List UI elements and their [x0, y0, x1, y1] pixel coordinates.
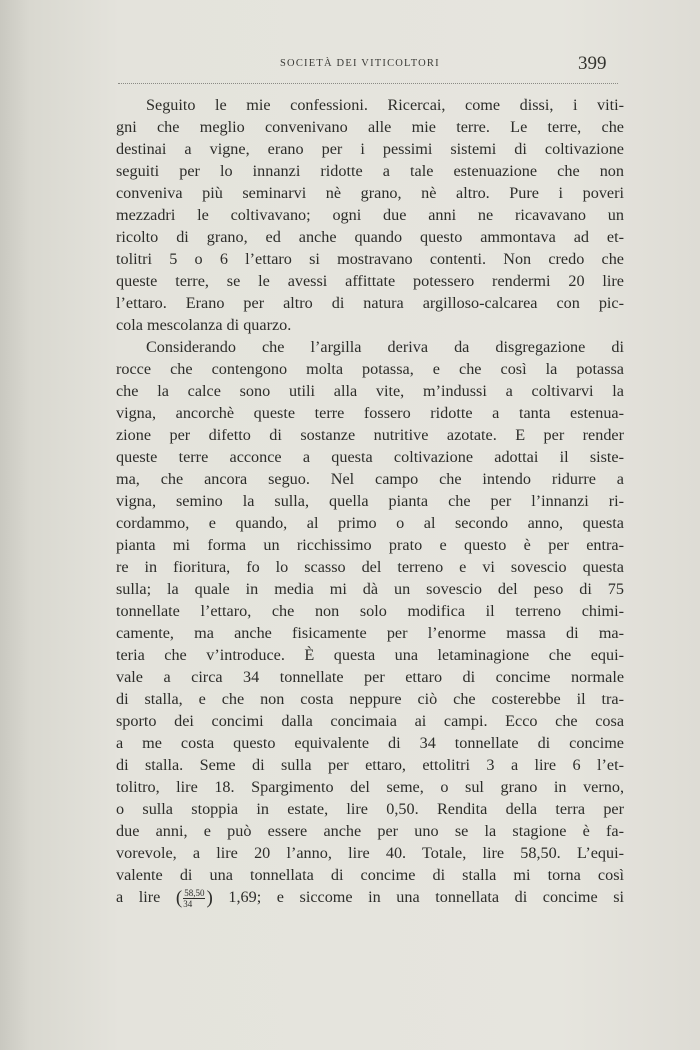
text-line: pianta mi forma un ricchissimo prato e questo è per entra- — [116, 536, 624, 554]
text-line: queste terre acconce a questa coltivazione adottai il siste- — [116, 448, 624, 466]
paragraph-1 — [116, 94, 624, 336]
text-line: destinai a vigne, erano per i pessimi sistemi di coltivazione — [116, 140, 624, 158]
text-line: due anni, e può essere anche per uno se la stagione è fa- — [116, 822, 624, 840]
text-line: Seguito le mie confessioni. Ricercai, come dissi, i viti- — [146, 96, 624, 114]
text-line: vigna, ancorchè queste terre fossero ridotte a tanta estenua- — [116, 404, 624, 422]
text-line: mezzadri le coltivavano; ogni due anni ne ricavavano un — [116, 206, 624, 224]
text-line: cola mescolanza di quarzo. — [116, 316, 292, 334]
text-line: vigna, semino la sulla, quella pianta che per l’innanzi ri- — [116, 492, 624, 510]
text-line: sporto dei concimi dalla concimaia ai campi. Ecco che cosa — [116, 712, 624, 730]
text-line: che la calce sono utili alla vite, m’indussi a coltivarvi la — [116, 382, 624, 400]
text-line: vorevole, a lire 20 l’anno, lire 40. Totale, lire 58,50. L’equi- — [116, 844, 624, 862]
text-line: tolitro, lire 18. Spargimento del seme, o sul grano in verno, — [116, 778, 624, 796]
text-line: vale a circa 34 tonnellate per ettaro di concime normale — [116, 668, 624, 686]
text-line: a me costa questo equivalente di 34 tonnellate di concime — [116, 734, 624, 752]
text-line: gni che meglio convenivano alle mie terre. Le terre, che — [116, 118, 624, 136]
text-line: zione per difetto di sostanze nutritive azotate. E per render — [116, 426, 624, 444]
text-line: l’ettaro. Erano per altro di natura argilloso-calcarea con pic- — [116, 294, 624, 312]
text-line: sulla; la quale in media mi dà un sovescio del peso di 75 — [116, 580, 624, 598]
text-line: tolitri 5 o 6 l’ettaro si mostravano contenti. Non credo che — [116, 250, 624, 268]
right-parenthesis: ) — [206, 887, 213, 909]
text-line: queste terre, se le avessi affittate potessero rendermi 20 lire — [116, 272, 624, 290]
page-number: 399 — [578, 53, 607, 74]
text-line: ma, che ancora seguo. Nel campo che intendo ridurre a — [116, 470, 624, 488]
text-fragment: 1,69; e siccome in una tonnellata di concime si — [228, 888, 625, 906]
text-line: ricolto di grano, ed anche quando questo ammontava ad et- — [116, 228, 624, 246]
text-line: teria che v’introduce. È questa una letaminagione che equi- — [116, 646, 624, 664]
text-line: Considerando che l’argilla deriva da disgregazione di — [146, 338, 624, 356]
text-line: seguiti per lo innanzi ridotte a tale estenuazione che non — [116, 162, 624, 180]
text-line: re in fioritura, fo lo scasso del terreno e vi sovescio questa — [116, 558, 624, 576]
text-fragment: a lire — [116, 888, 161, 906]
fraction-numerator: 58,50 — [184, 887, 205, 898]
header-divider — [118, 83, 618, 84]
text-line-with-fraction — [116, 886, 624, 908]
text-line: di stalla. Seme di sulla per ettaro, ettolitri 3 a lire 6 l’et- — [116, 756, 624, 774]
body-text — [116, 94, 624, 908]
text-line: conveniva più seminarvi nè grano, nè altro. Pure i poveri — [116, 184, 624, 202]
running-title: SOCIETÀ DEI VITICOLTORI — [280, 58, 440, 69]
fraction — [183, 888, 205, 909]
left-parenthesis: ( — [175, 887, 183, 909]
text-line: rocce che contengono molta potassa, e che così la potassa — [116, 360, 624, 378]
text-line: camente, ma anche fisicamente per l’enorme massa di ma- — [116, 624, 624, 642]
fraction-denominator: 34 — [183, 898, 193, 909]
paragraph-2 — [116, 336, 624, 908]
text-line: o sulla stoppia in estate, lire 0,50. Rendita della terra per — [116, 800, 624, 818]
page-header — [0, 52, 700, 86]
text-line: tonnellate l’ettaro, che non solo modifica il terreno chimi- — [116, 602, 624, 620]
text-line: di stalla, e che non costa neppure ciò che costerebbe il tra- — [116, 690, 624, 708]
text-line: cordammo, e quando, al primo o al secondo anno, questa — [116, 514, 624, 532]
text-line: valente di una tonnellata di concime di stalla mi torna così — [116, 866, 624, 884]
